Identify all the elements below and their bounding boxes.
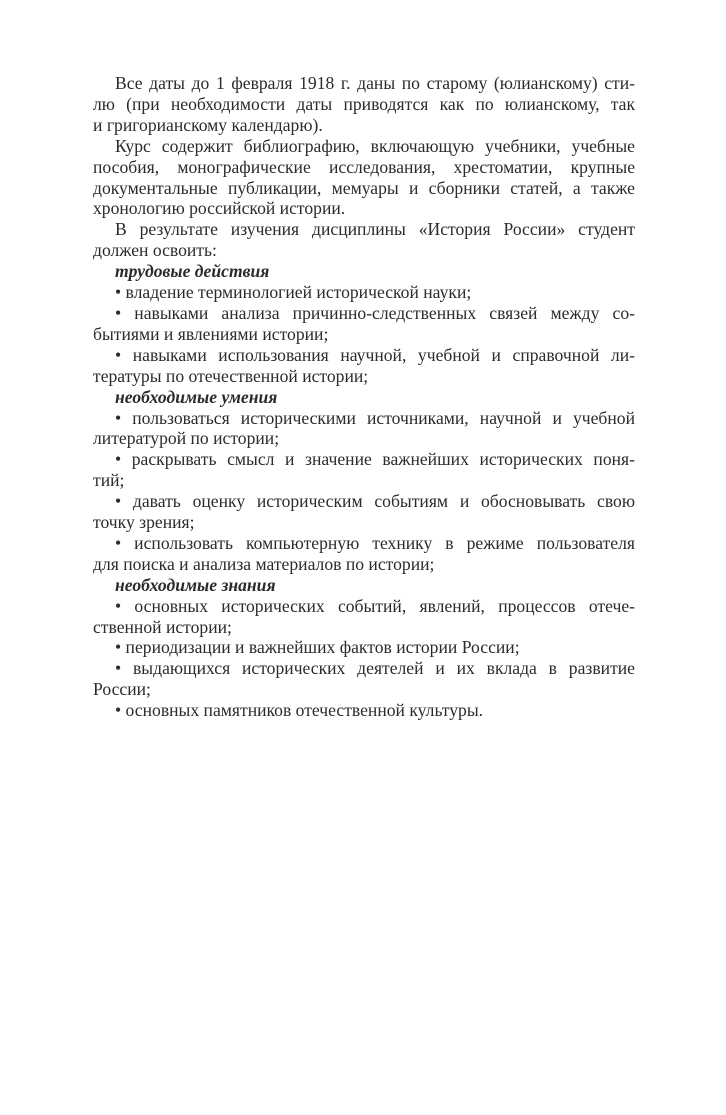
text-line: необходимые умения <box>115 386 278 407</box>
text-line: Курс содержит библиографию, включающую учебники, учебные <box>115 135 635 156</box>
text-line: литературой по истории; <box>93 428 280 449</box>
text-line: хронологию российской истории. <box>93 198 346 219</box>
text-line: для поиска и анализа материалов по истории; <box>93 553 435 574</box>
text-line: • основных исторических событий, явлений, процессов отече- <box>115 595 635 616</box>
text-line: необходимые знания <box>115 574 276 595</box>
bullet-item <box>93 303 635 345</box>
bullet-item <box>93 596 635 638</box>
text-line: лю (при необходимости даты приводятся как по юлианскому, так <box>93 93 635 114</box>
text-line: • использовать компьютерную технику в режиме пользователя <box>115 532 635 553</box>
text-line: точку зрения; <box>93 512 195 533</box>
paragraph <box>93 73 635 136</box>
text-line: тий; <box>93 470 125 491</box>
text-line: документальные публикации, мемуары и сборники статей, а также <box>93 177 635 198</box>
body-text <box>93 73 635 721</box>
text-line: бытиями и явлениями истории; <box>93 323 329 344</box>
paragraph <box>93 136 635 220</box>
text-line: В результате изучения дисциплины «История России» студент <box>115 219 635 240</box>
text-line: • навыками анализа причинно-следственных связей между со- <box>115 302 635 323</box>
bullet-item <box>93 491 635 533</box>
text-line: • выдающихся исторических деятелей и их вклада в развитие <box>115 658 635 679</box>
text-line: • периодизации и важнейших фактов истории России; <box>115 637 520 658</box>
bullet-item <box>93 408 635 450</box>
text-line: России; <box>93 679 151 700</box>
bullet-item <box>93 533 635 575</box>
text-line: • раскрывать смысл и значение важнейших исторических поня- <box>115 449 635 470</box>
text-line: пособия, монографические исследования, хрестоматии, крупные <box>93 156 635 177</box>
bullet-item <box>93 345 635 387</box>
bullet-item <box>93 637 635 658</box>
text-line: • основных памятников отечественной культуры. <box>115 700 484 721</box>
text-line: Все даты до 1 февраля 1918 г. даны по старому (юлианскому) сти- <box>115 73 635 93</box>
bullet-item <box>93 282 635 303</box>
paragraph <box>93 219 635 261</box>
text-line: • пользоваться историческими источниками, научной и учебной <box>115 407 635 428</box>
text-line: • навыками использования научной, учебной и справочной ли- <box>115 344 635 365</box>
section-heading <box>93 575 635 596</box>
section-heading <box>93 387 635 408</box>
text-line: • владение терминологией исторической науки; <box>115 282 472 303</box>
text-line: трудовые действия <box>115 261 270 282</box>
bullet-item <box>93 449 635 491</box>
text-line: тературы по отечественной истории; <box>93 365 369 386</box>
text-line: • давать оценку историческим событиям и обосновывать свою <box>115 491 635 512</box>
bullet-item <box>93 658 635 700</box>
text-line: ственной истории; <box>93 616 232 637</box>
bullet-item <box>93 700 635 721</box>
text-line: должен освоить: <box>93 240 217 261</box>
section-heading <box>93 261 635 282</box>
text-line: и григорианскому календарю). <box>93 114 323 135</box>
